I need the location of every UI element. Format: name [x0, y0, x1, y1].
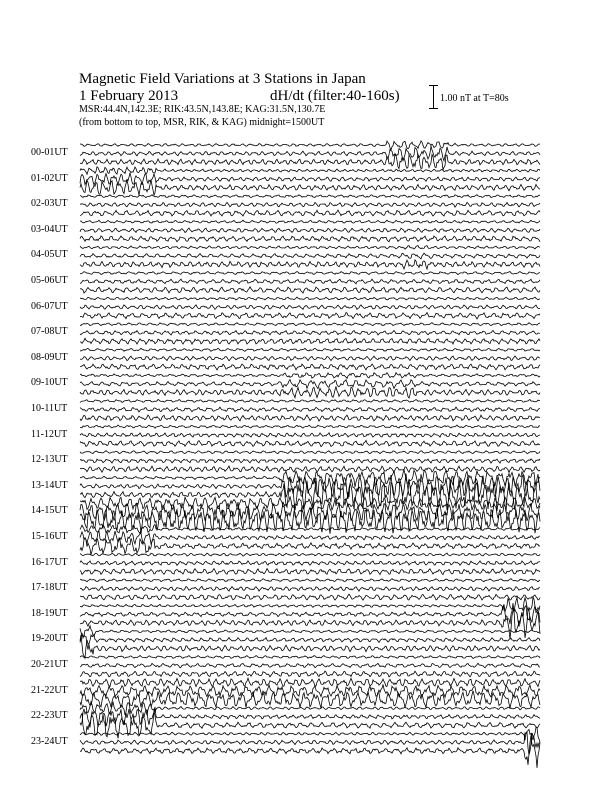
trace-rik-hour-10	[80, 407, 540, 412]
hour-label: 00-01UT	[31, 147, 68, 158]
hour-label: 12-13UT	[31, 454, 68, 466]
trace-rik-hour-4	[80, 253, 540, 259]
trace-msr-hour-16	[80, 569, 540, 575]
trace-rik-hour-9	[80, 380, 540, 389]
hour-label: 09-10UT	[31, 377, 68, 389]
hour-label: 05-06UT	[31, 275, 68, 286]
trace-kag-hour-15	[80, 525, 540, 534]
hour-label: 02-03UT	[31, 198, 68, 210]
trace-rik-hour-7	[80, 330, 540, 335]
trace-msr-hour-2	[80, 210, 540, 216]
channel-label: dH/dt (filter:40-160s)	[270, 88, 400, 104]
hour-label: 20-21UT	[31, 659, 68, 670]
trace-rik-hour-0	[80, 146, 540, 161]
trace-kag-hour-21	[80, 678, 540, 686]
hour-label: 13-14UT	[31, 479, 68, 491]
trace-msr-hour-19	[80, 635, 540, 659]
trace-kag-hour-17	[80, 579, 540, 582]
trace-kag-hour-1	[80, 167, 540, 175]
trace-kag-hour-6	[80, 297, 540, 300]
hour-label: 17-18UT	[31, 582, 68, 594]
trace-rik-hour-20	[80, 663, 540, 668]
trace-kag-hour-10	[80, 400, 540, 403]
date-label: 1 February 2013	[79, 88, 179, 104]
hour-label: 18-19UT	[31, 607, 68, 619]
hour-label: 04-05UT	[31, 249, 68, 261]
trace-kag-hour-0	[80, 141, 540, 150]
trace-rik-hour-16	[80, 561, 540, 566]
trace-msr-hour-14	[80, 508, 540, 534]
hour-label: 11-12UT	[31, 428, 68, 440]
trace-rik-hour-8	[80, 356, 540, 361]
trace-kag-hour-11	[80, 425, 540, 428]
trace-kag-hour-22	[80, 702, 540, 715]
trace-msr-hour-15	[80, 538, 540, 555]
hour-label: 15-16UT	[31, 531, 68, 542]
trace-kag-hour-5	[80, 272, 540, 275]
trace-rik-hour-15	[80, 531, 540, 544]
trace-rik-hour-2	[80, 202, 540, 207]
hour-label: 21-22UT	[31, 684, 68, 696]
trace-kag-hour-3	[80, 220, 540, 223]
trace-kag-hour-19	[80, 626, 540, 637]
trace-msr-hour-23	[80, 735, 540, 768]
trace-msr-hour-7	[80, 338, 540, 344]
trace-kag-hour-2	[80, 195, 540, 198]
trace-kag-hour-9	[80, 373, 540, 379]
scale-label: 1.00 nT at T=80s	[440, 93, 509, 104]
chart-title: Magnetic Field Variations at 3 Stations in Japan	[79, 71, 366, 87]
trace-msr-hour-0	[80, 154, 540, 170]
trace-rik-hour-11	[80, 433, 540, 437]
trace-rik-hour-17	[80, 586, 540, 591]
hour-label: 01-02UT	[31, 172, 68, 184]
trace-kag-hour-12	[80, 451, 540, 454]
trace-msr-hour-5	[80, 287, 540, 293]
trace-rik-hour-5	[80, 279, 540, 284]
trace-kag-hour-16	[80, 553, 540, 556]
hour-label: 22-23UT	[31, 710, 68, 722]
trace-msr-hour-1	[80, 180, 540, 196]
trace-msr-hour-3	[80, 236, 540, 242]
trace-msr-hour-12	[80, 466, 540, 473]
trace-kag-hour-8	[80, 348, 540, 351]
hour-label: 14-15UT	[31, 505, 68, 517]
trace-msr-hour-4	[80, 260, 540, 269]
hour-label: 08-09UT	[31, 351, 68, 363]
hour-label: 03-04UT	[31, 223, 68, 235]
trace-msr-hour-8	[80, 364, 540, 370]
trace-rik-hour-12	[80, 459, 540, 463]
hour-label: 23-24UT	[31, 735, 68, 747]
trace-kag-hour-20	[80, 655, 540, 658]
hour-label: 07-08UT	[31, 326, 68, 338]
trace-msr-hour-10	[80, 415, 540, 421]
trace-msr-hour-9	[80, 386, 540, 398]
trace-msr-hour-11	[80, 440, 540, 446]
trace-kag-hour-23	[80, 727, 540, 742]
hour-label: 06-07UT	[31, 300, 68, 312]
hour-label: 16-17UT	[31, 556, 68, 568]
trace-order-note: (from bottom to top, MSR, RIK, & KAG) midnight=1500UT	[79, 117, 325, 128]
trace-msr-hour-17	[80, 594, 540, 600]
trace-msr-hour-6	[80, 313, 540, 319]
trace-rik-hour-6	[80, 305, 540, 310]
hour-label: 19-20UT	[31, 633, 68, 645]
trace-kag-hour-7	[80, 323, 540, 326]
trace-msr-hour-20	[80, 671, 540, 677]
trace-rik-hour-3	[80, 228, 540, 232]
trace-rik-hour-1	[80, 173, 540, 185]
hour-label: 10-11UT	[31, 403, 68, 414]
stations-info: MSR:44.4N,142.3E; RIK:43.5N,143.8E; KAG:31.5N,130.7E	[79, 104, 326, 115]
trace-kag-hour-4	[80, 246, 540, 250]
